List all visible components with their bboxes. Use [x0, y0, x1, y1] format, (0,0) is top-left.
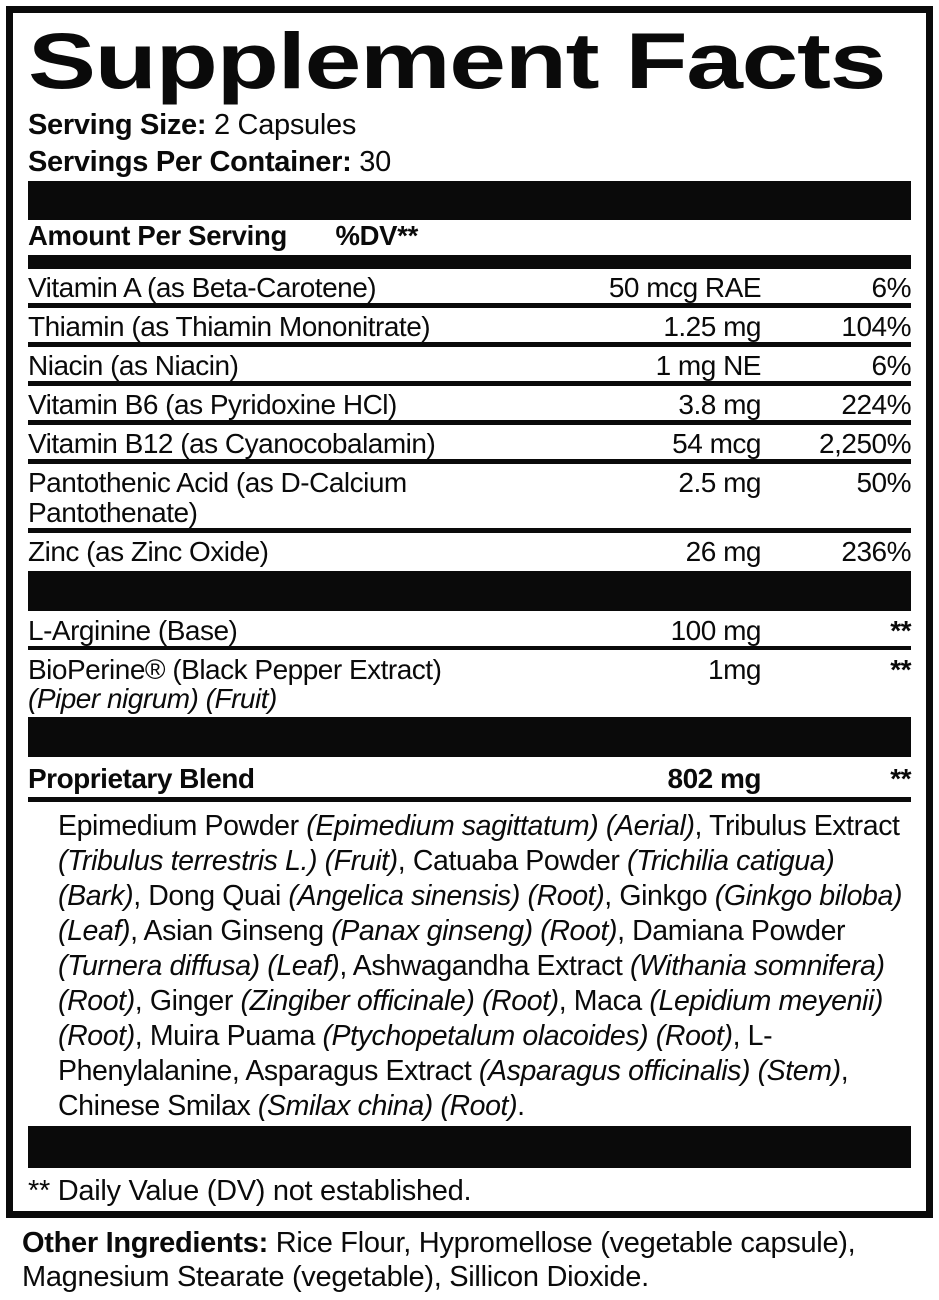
amount-per-serving-header: Amount Per Serving	[28, 220, 287, 251]
extra-ingredient-dv: **	[890, 654, 911, 685]
nutrient-amount: 54 mcg	[672, 428, 761, 459]
proprietary-blend-amount: 802 mg	[667, 763, 761, 794]
extra-ingredient-amount: 100 mg	[670, 615, 761, 646]
header-divider-bar	[28, 255, 911, 269]
other-ingredients	[22, 1226, 926, 1294]
table-header-row	[28, 220, 911, 255]
extra-ingredient-name	[28, 616, 521, 646]
nutrient-name: Vitamin A (as Beta-Carotene)	[28, 272, 377, 303]
serving-size-line	[28, 107, 911, 144]
extra-ingredient-row	[28, 611, 911, 650]
nutrient-dv: 50%	[856, 467, 911, 498]
nutrient-row	[28, 347, 911, 386]
nutrient-dv: 236%	[841, 536, 911, 567]
page-title: Supplement Facts	[28, 16, 886, 105]
nutrient-amount: 1 mg NE	[655, 350, 761, 381]
section-divider-bar	[28, 717, 911, 757]
servings-per-container-label: Servings Per Container:	[28, 146, 352, 178]
extra-ingredient-name-main: L-Arginine (Base)	[28, 615, 238, 646]
section-divider-bar	[28, 571, 911, 611]
nutrient-amount: 2.5 mg	[678, 467, 761, 498]
extra-ingredient-name-sub: (Piper nigrum) (Fruit)	[28, 683, 277, 714]
proprietary-blend-name: Proprietary Blend	[28, 763, 255, 794]
nutrient-name: Niacin (as Niacin)	[28, 350, 239, 381]
other-ingredients-label: Other Ingredients:	[22, 1227, 268, 1259]
proprietary-blend-dv: **	[890, 763, 911, 794]
nutrient-row	[28, 464, 911, 533]
nutrient-name: Vitamin B6 (as Pyridoxine HCl)	[28, 389, 397, 420]
proprietary-blend-row	[28, 757, 911, 802]
nutrient-row	[28, 269, 911, 308]
serving-size-value: 2 Capsules	[206, 109, 357, 141]
serving-size-label: Serving Size:	[28, 109, 207, 141]
extra-ingredient-name-main: BioPerine® (Black Pepper Extract)	[28, 654, 442, 685]
proprietary-blend-ingredients: Epimedium Powder (Epimedium sagittatum) (Aerial), Tribulus Extract (Tribulus terrestris L.) (Fruit), Catuaba Powder (Trichilia catigua) (Bark), Dong Quai (Angelica sinensis) (Root), Ginkgo (Ginkgo biloba) (Leaf), Asian Ginseng (Panax ginseng) (Root), Damiana Powder (Turnera diffusa) (Leaf), Ashwagandha Extract (Withania somnifera) (Root), Ginger (Zingiber officinale) (Root), Maca (Lepidium meyenii) (Root), Muira Puama (Ptychopetalum olacoides) (Root), L-Phenylalanine, Asparagus Extract (Asparagus officinalis) (Stem), Chinese Smilax (Smilax china) (Root).	[58, 810, 903, 1122]
nutrient-dv: 6%	[871, 272, 911, 303]
extra-ingredient-name	[28, 655, 521, 713]
nutrient-row	[28, 308, 911, 347]
nutrient-dv: 224%	[841, 389, 911, 420]
nutrient-name: Vitamin B12 (as Cyanocobalamin)	[28, 428, 436, 459]
extra-ingredient-row	[28, 650, 911, 717]
nutrient-amount: 3.8 mg	[678, 389, 761, 420]
extra-ingredient-dv: **	[890, 615, 911, 646]
nutrient-amount: 50 mcg RAE	[608, 272, 761, 303]
nutrient-dv: 104%	[841, 311, 911, 342]
nutrient-row	[28, 533, 911, 571]
nutrient-name: Pantothenic Acid (as D-Calcium Pantothenate)	[28, 467, 407, 528]
nutrient-dv: 6%	[871, 350, 911, 381]
extra-ingredient-amount: 1mg	[708, 654, 761, 685]
servings-per-container-line	[28, 144, 911, 181]
section-divider-bar	[28, 181, 911, 220]
nutrient-name: Thiamin (as Thiamin Mononitrate)	[28, 311, 431, 342]
supplement-facts-panel	[6, 6, 933, 1218]
daily-value-footnote: ** Daily Value (DV) not established.	[28, 1175, 472, 1207]
nutrient-dv: 2,250%	[819, 428, 911, 459]
nutrient-row	[28, 425, 911, 464]
dv-header: %DV**	[335, 220, 418, 251]
nutrient-amount: 26 mg	[685, 536, 761, 567]
servings-per-container-value: 30	[351, 146, 391, 178]
nutrient-row	[28, 386, 911, 425]
nutrient-name: Zinc (as Zinc Oxide)	[28, 536, 269, 567]
section-divider-bar	[28, 1126, 911, 1168]
other-ingredients-value: Rice Flour, Hypromellose (vegetable capsule), Magnesium Stearate (vegetable), Sillicon Dioxide.	[22, 1227, 856, 1293]
nutrient-amount: 1.25 mg	[663, 311, 761, 342]
